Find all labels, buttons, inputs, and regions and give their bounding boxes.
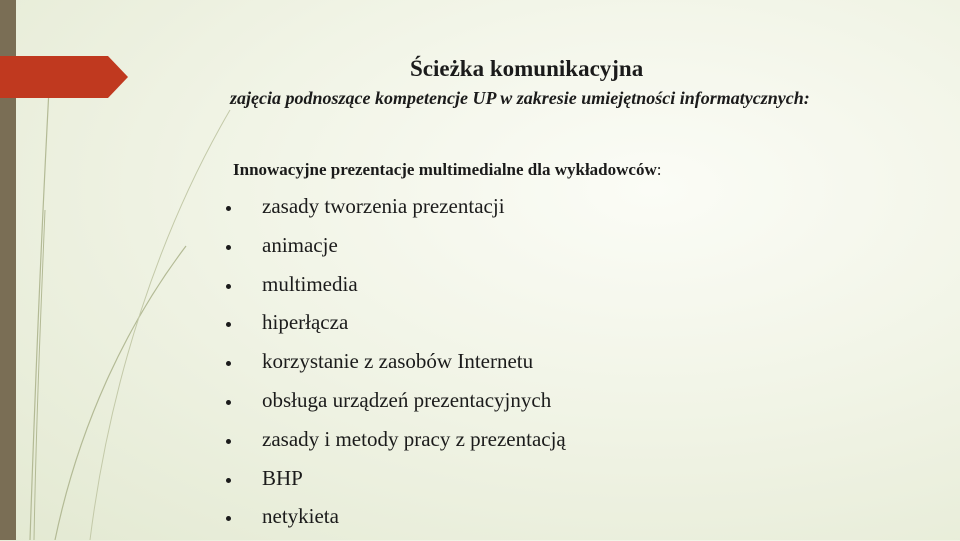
list-item-label: obsługa urządzeń prezentacyjnych — [262, 387, 552, 412]
bullet-icon — [226, 245, 231, 250]
section-heading — [233, 160, 661, 180]
list-item-label: animacje — [262, 232, 338, 257]
slide-subtitle: zajęcia podnoszące kompetencje UP w zakresie umiejętności informatycznych: — [230, 88, 810, 108]
list-item-label: BHP — [262, 465, 303, 490]
list-item-label: zasady i metody pracy z prezentacją — [262, 426, 566, 451]
list-item-label: zasady tworzenia prezentacji — [262, 194, 505, 218]
bullet-icon — [226, 478, 231, 483]
list-item-label: netykieta — [262, 504, 339, 529]
list-item-label: korzystanie z zasobów Internetu — [262, 349, 534, 374]
section-heading-text: Innowacyjne prezentacje multimedialne dla wykładowców — [233, 160, 657, 179]
bullet-icon — [226, 206, 231, 211]
bullet-icon — [226, 439, 231, 444]
title-arrow-icon — [0, 56, 128, 98]
slide-title: Ścieżka komunikacyjna — [410, 56, 644, 81]
bullet-icon — [226, 400, 231, 405]
list-item-label: multimedia — [262, 271, 358, 296]
bullet-icon — [226, 284, 231, 289]
list-item-label: hiperłącza — [262, 310, 349, 335]
section-heading-colon: : — [656, 160, 662, 179]
